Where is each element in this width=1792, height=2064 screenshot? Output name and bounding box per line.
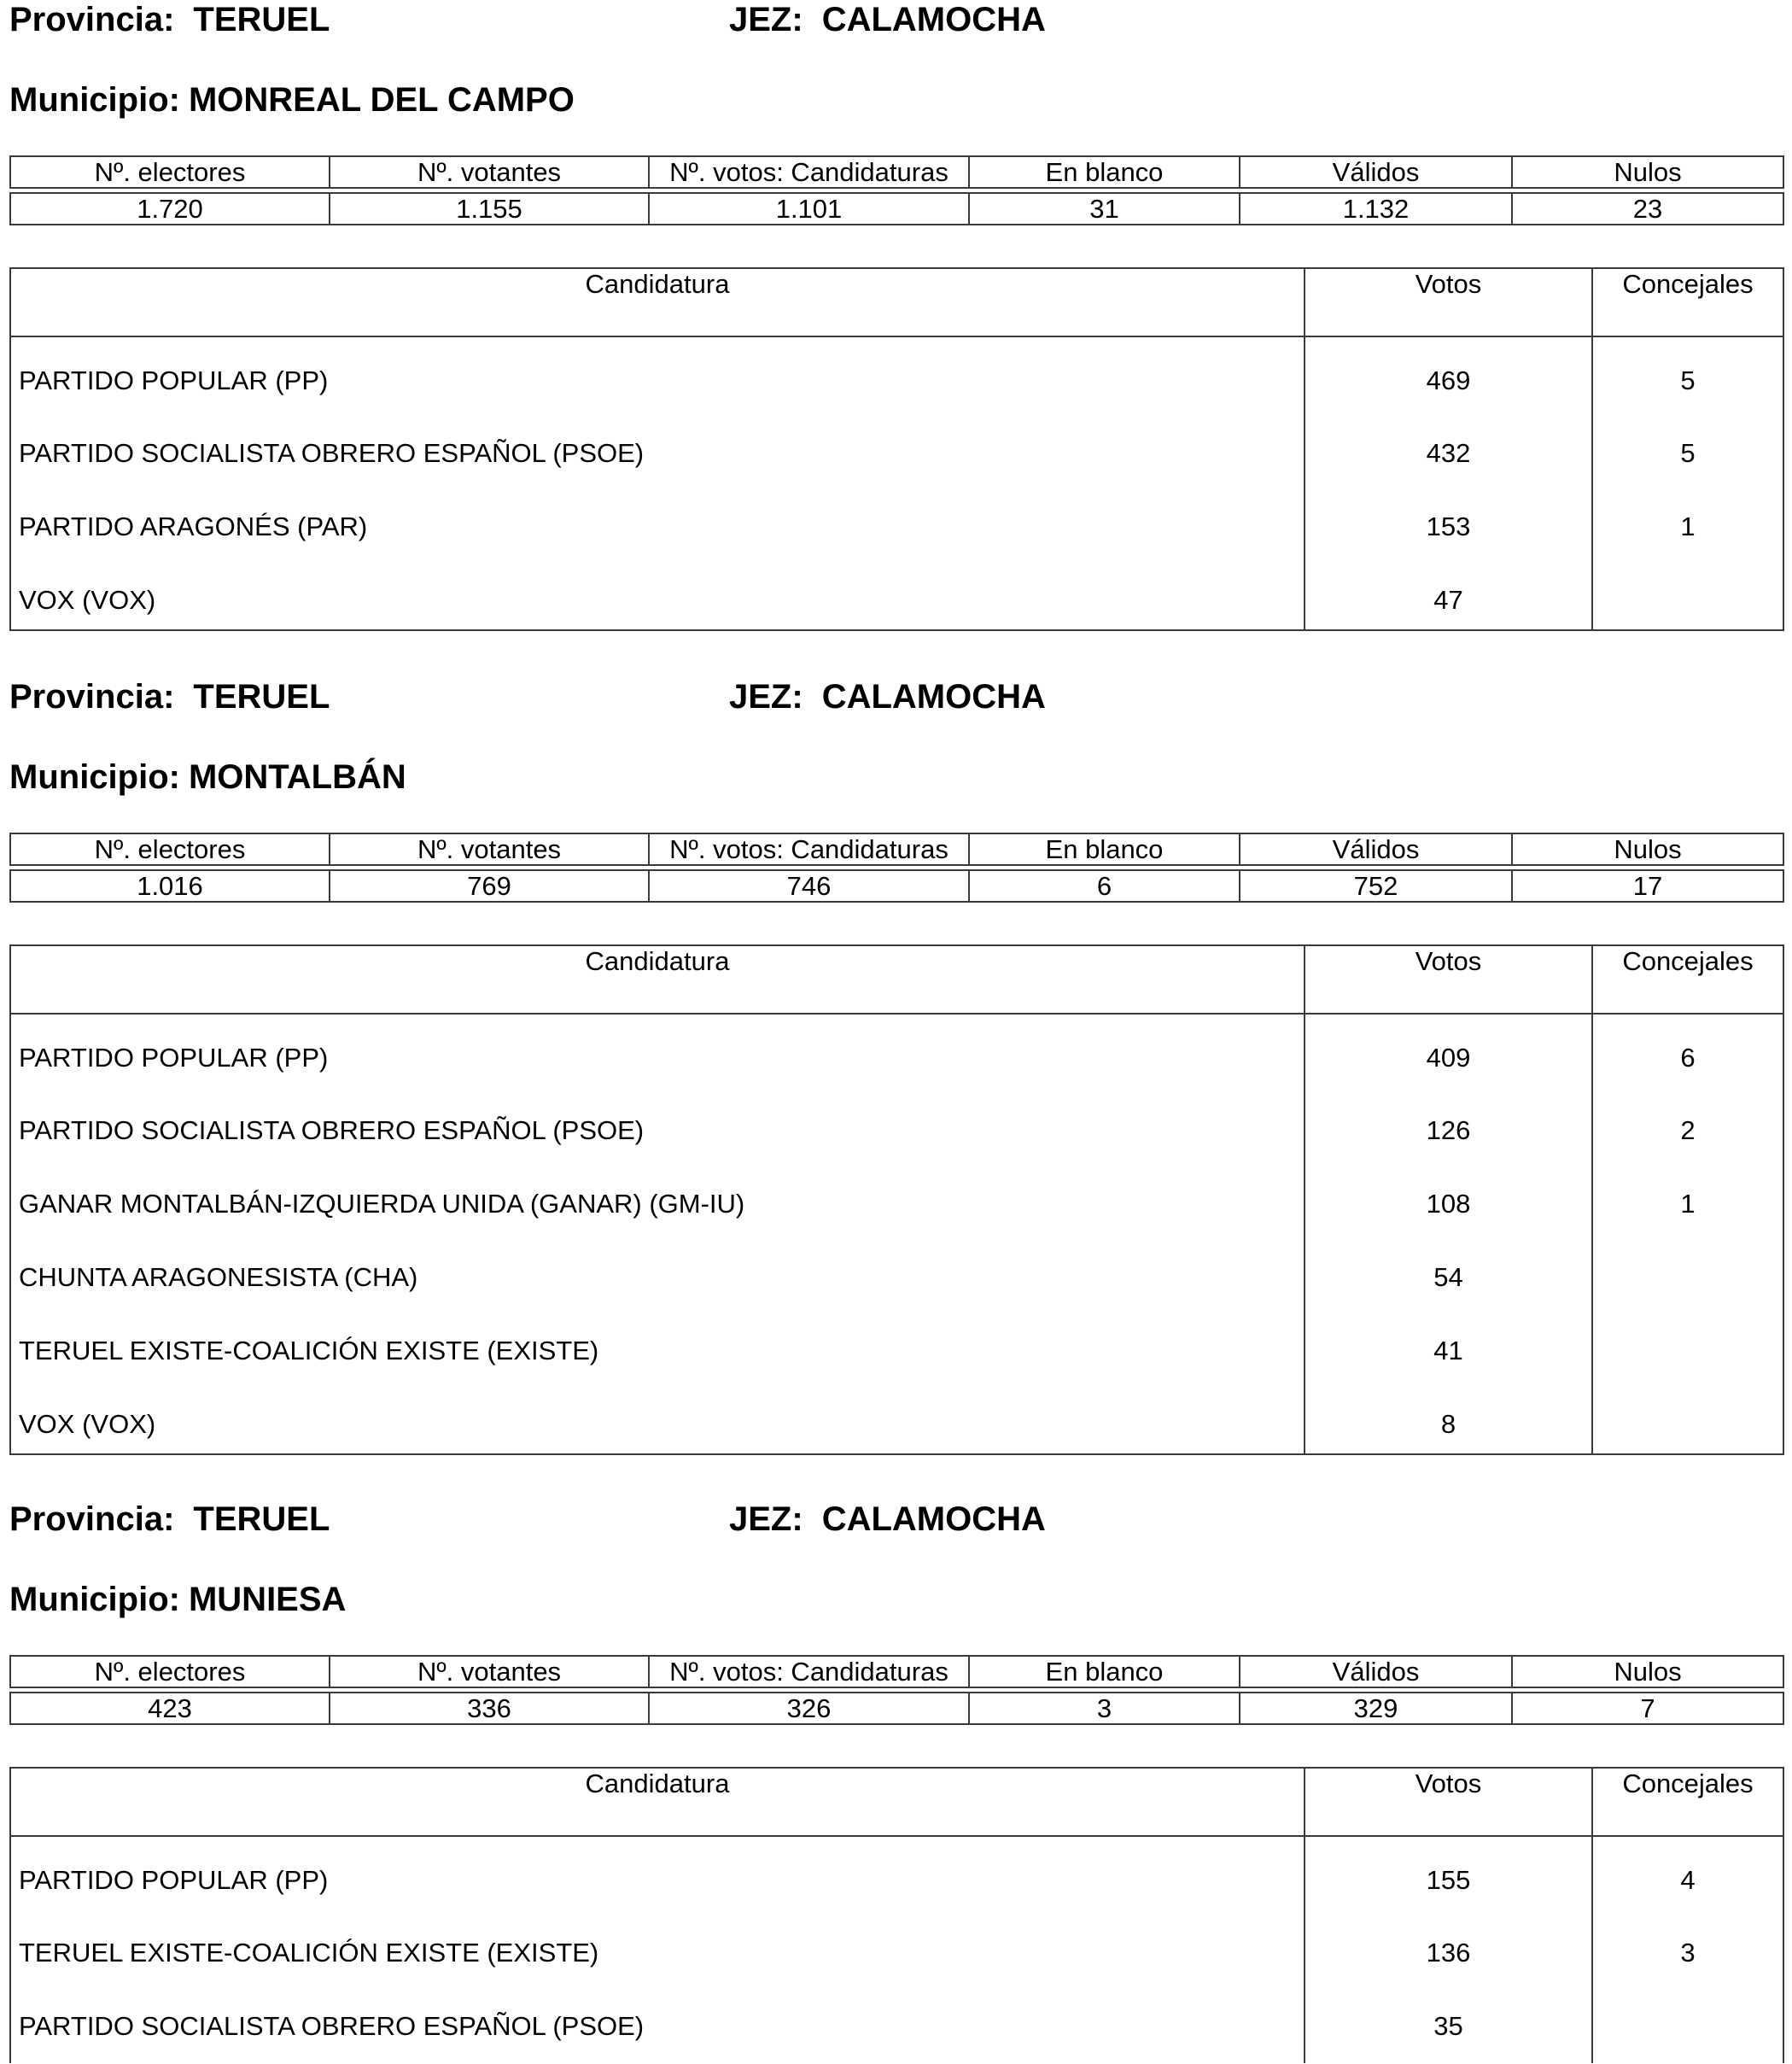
- candidate-name: GANAR MONTALBÁN-IZQUIERDA UNIDA (GANAR) (GM-IU): [19, 1189, 745, 1219]
- candidate-name: PARTIDO ARAGONÉS (PAR): [19, 512, 368, 541]
- header-concejales: Concejales: [1592, 268, 1783, 336]
- summary-values-table: [9, 192, 1784, 225]
- municipio-label: Municipio:: [9, 758, 180, 796]
- municipio-label: Municipio:: [9, 1581, 180, 1618]
- header-nulos: Nulos: [1512, 156, 1783, 188]
- candidate-row: [10, 336, 1783, 410]
- candidates-header-row: [10, 945, 1783, 1014]
- header-candidatura: Candidatura: [10, 1768, 1305, 1836]
- header-electores: Nº. electores: [10, 1656, 330, 1687]
- provincia-label: Provincia:: [9, 678, 175, 716]
- candidate-name: VOX (VOX): [19, 1408, 156, 1439]
- municipio-line: [9, 1580, 1783, 1619]
- header-validos: Válidos: [1240, 1656, 1512, 1687]
- header-concejales: Concejales: [1592, 1768, 1783, 1836]
- header-en-blanco: En blanco: [969, 156, 1240, 188]
- candidate-name: PARTIDO POPULAR (PP): [19, 1864, 329, 1895]
- candidates-table: [9, 944, 1784, 1455]
- summary-header-row: [10, 833, 1783, 865]
- candidate-seats: 5: [1592, 410, 1783, 483]
- value-en-blanco: 31: [969, 193, 1240, 225]
- summary-header-row: [10, 1656, 1783, 1687]
- summary-values-row: [10, 870, 1783, 902]
- value-en-blanco: 3: [969, 1693, 1240, 1724]
- jez-label: JEZ:: [729, 1, 803, 38]
- summary-header-table: [9, 155, 1784, 189]
- header-validos: Válidos: [1240, 156, 1512, 188]
- candidate-name: VOX (VOX): [19, 584, 156, 615]
- summary-header-table: [9, 833, 1784, 866]
- candidate-votes: 126: [1305, 1087, 1592, 1161]
- summary-values-table: [9, 869, 1784, 903]
- candidate-row: [10, 1161, 1783, 1234]
- candidate-name: CHUNTA ARAGONESISTA (CHA): [19, 1262, 418, 1292]
- value-votos-candidaturas: 326: [649, 1693, 969, 1724]
- value-votos-candidaturas: 1.101: [649, 193, 969, 225]
- candidate-seats: [1592, 1307, 1783, 1381]
- summary-values-table: [9, 1692, 1784, 1725]
- candidate-votes: 409: [1305, 1014, 1592, 1087]
- value-electores: 423: [10, 1693, 330, 1724]
- header-votos: Votos: [1305, 268, 1592, 336]
- candidate-row: [10, 483, 1783, 557]
- header-concejales: Concejales: [1592, 945, 1783, 1014]
- candidate-seats: 1: [1592, 483, 1783, 557]
- candidate-seats: 3: [1592, 1909, 1783, 1983]
- header-votantes: Nº. votantes: [330, 1656, 649, 1687]
- provincia-label: Provincia:: [9, 1, 175, 38]
- provincia-line: [9, 1500, 1783, 1539]
- candidate-seats: 1: [1592, 1161, 1783, 1234]
- provincia-line: [9, 0, 1783, 39]
- value-votantes: 769: [330, 870, 649, 902]
- header-votantes: Nº. votantes: [330, 833, 649, 865]
- candidate-row: [10, 1836, 1783, 1909]
- candidate-votes: 432: [1305, 410, 1592, 483]
- candidate-votes: 41: [1305, 1307, 1592, 1381]
- candidate-row: [10, 1381, 1783, 1454]
- value-nulos: 23: [1512, 193, 1783, 225]
- header-votos-candidaturas: Nº. votos: Candidaturas: [649, 833, 969, 865]
- value-nulos: 7: [1512, 1693, 1783, 1724]
- jez-group: [729, 677, 1046, 716]
- municipio-label: Municipio:: [9, 81, 180, 119]
- candidate-seats: 4: [1592, 1836, 1783, 1909]
- provincia-value: TERUEL: [193, 1500, 330, 1538]
- municipio-value: MONREAL DEL CAMPO: [188, 81, 575, 119]
- provincia-value: TERUEL: [193, 1, 330, 38]
- candidate-row: [10, 557, 1783, 630]
- municipio-line: [9, 757, 1783, 797]
- candidate-votes: 54: [1305, 1234, 1592, 1307]
- candidate-seats: [1592, 1234, 1783, 1307]
- summary-header-table: [9, 1655, 1784, 1688]
- header-en-blanco: En blanco: [969, 1656, 1240, 1687]
- header-en-blanco: En blanco: [969, 833, 1240, 865]
- header-votos: Votos: [1305, 1768, 1592, 1836]
- municipio-block-muniesa: [0, 1500, 1792, 2064]
- candidate-seats: [1592, 557, 1783, 630]
- municipio-value: MONTALBÁN: [188, 758, 406, 796]
- header-candidatura: Candidatura: [10, 268, 1305, 336]
- candidate-name: PARTIDO POPULAR (PP): [19, 1042, 329, 1073]
- header-votantes: Nº. votantes: [330, 156, 649, 188]
- candidate-name: TERUEL EXISTE-COALICIÓN EXISTE (EXISTE): [19, 1336, 599, 1365]
- candidates-table: [9, 1767, 1784, 2063]
- value-electores: 1.016: [10, 870, 330, 902]
- jez-value: CALAMOCHA: [821, 1, 1046, 38]
- candidate-seats: 6: [1592, 1014, 1783, 1087]
- candidate-votes: 469: [1305, 336, 1592, 410]
- provincia-label: Provincia:: [9, 1500, 175, 1538]
- jez-group: [729, 0, 1046, 39]
- candidate-row: [10, 1307, 1783, 1381]
- candidate-seats: [1592, 1381, 1783, 1454]
- provincia-value: TERUEL: [193, 678, 330, 716]
- candidates-header-row: [10, 1768, 1783, 1836]
- candidate-row: [10, 1087, 1783, 1161]
- candidate-name: PARTIDO SOCIALISTA OBRERO ESPAÑOL (PSOE): [19, 438, 645, 468]
- candidate-name: PARTIDO POPULAR (PP): [19, 365, 329, 395]
- candidates-header-row: [10, 268, 1783, 336]
- header-electores: Nº. electores: [10, 156, 330, 188]
- header-validos: Válidos: [1240, 833, 1512, 865]
- header-nulos: Nulos: [1512, 1656, 1783, 1687]
- value-votantes: 336: [330, 1693, 649, 1724]
- header-candidatura: Candidatura: [10, 945, 1305, 1014]
- candidate-votes: 8: [1305, 1381, 1592, 1454]
- candidate-row: [10, 1014, 1783, 1087]
- candidate-row: [10, 1909, 1783, 1983]
- header-nulos: Nulos: [1512, 833, 1783, 865]
- municipio-value: MUNIESA: [188, 1581, 347, 1618]
- header-votos-candidaturas: Nº. votos: Candidaturas: [649, 1656, 969, 1687]
- value-validos: 1.132: [1240, 193, 1512, 225]
- value-votos-candidaturas: 746: [649, 870, 969, 902]
- candidates-table: [9, 267, 1784, 631]
- candidate-votes: 47: [1305, 557, 1592, 630]
- summary-values-row: [10, 1693, 1783, 1724]
- candidate-name: TERUEL EXISTE-COALICIÓN EXISTE (EXISTE): [19, 1938, 599, 1968]
- value-validos: 752: [1240, 870, 1512, 902]
- candidate-seats: 2: [1592, 1087, 1783, 1161]
- value-nulos: 17: [1512, 870, 1783, 902]
- jez-group: [729, 1500, 1046, 1539]
- value-en-blanco: 6: [969, 870, 1240, 902]
- value-votantes: 1.155: [330, 193, 649, 225]
- candidate-name: PARTIDO SOCIALISTA OBRERO ESPAÑOL (PSOE): [19, 2011, 645, 2041]
- provincia-line: [9, 677, 1783, 716]
- jez-value: CALAMOCHA: [821, 678, 1046, 716]
- jez-value: CALAMOCHA: [821, 1500, 1046, 1538]
- header-electores: Nº. electores: [10, 833, 330, 865]
- candidate-row: [10, 410, 1783, 483]
- jez-label: JEZ:: [729, 1500, 803, 1538]
- municipio-line: [9, 80, 1783, 120]
- candidate-name: PARTIDO SOCIALISTA OBRERO ESPAÑOL (PSOE): [19, 1115, 645, 1145]
- candidate-seats: [1592, 1983, 1783, 2063]
- jez-label: JEZ:: [729, 678, 803, 716]
- candidate-votes: 108: [1305, 1161, 1592, 1234]
- candidate-votes: 155: [1305, 1836, 1592, 1909]
- candidate-votes: 35: [1305, 1983, 1592, 2063]
- header-votos-candidaturas: Nº. votos: Candidaturas: [649, 156, 969, 188]
- summary-header-row: [10, 156, 1783, 188]
- candidate-seats: 5: [1592, 336, 1783, 410]
- header-votos: Votos: [1305, 945, 1592, 1014]
- candidate-row: [10, 1234, 1783, 1307]
- value-validos: 329: [1240, 1693, 1512, 1724]
- summary-values-row: [10, 193, 1783, 225]
- candidate-votes: 136: [1305, 1909, 1592, 1983]
- value-electores: 1.720: [10, 193, 330, 225]
- candidate-row: [10, 1983, 1783, 2063]
- candidate-votes: 153: [1305, 483, 1592, 557]
